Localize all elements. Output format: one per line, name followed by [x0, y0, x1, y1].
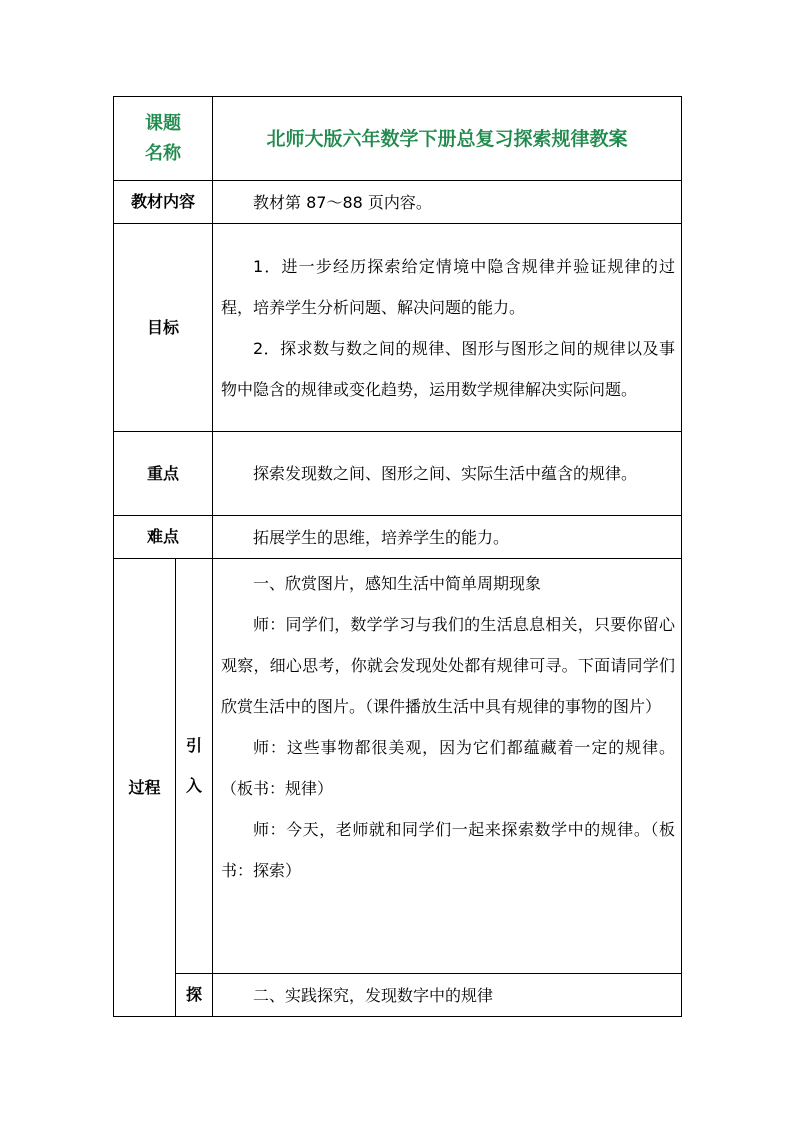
materials-text: 教材第 87～88 页内容。: [253, 192, 432, 212]
goals-label: 目标: [114, 224, 213, 432]
intro-content: [213, 559, 682, 974]
key-point-text: 探索发现数之间、图形之间、实际生活中蕴含的规律。: [253, 464, 638, 483]
difficulty-content: [213, 516, 682, 559]
process-explore-row: [114, 974, 682, 1017]
title-label-line1: 课题: [145, 112, 181, 134]
intro-paragraph: 师：这些事物都很美观，因为它们都蕴藏着一定的规律。（板书：规律）: [221, 738, 675, 798]
explore-content: [213, 974, 682, 1017]
goals-row: [114, 224, 682, 432]
key-point-content: [213, 432, 682, 516]
intro-paragraph: 师：今天，老师就和同学们一起来探索数学中的规律。（板书：探索）: [221, 820, 675, 880]
intro-label-line2: 入: [185, 776, 202, 795]
key-point-row: [114, 432, 682, 516]
materials-row: [114, 181, 682, 224]
intro-paragraph: 师：同学们，数学学习与我们的生活息息相关，只要你留心观察，细心思考，你就会发现处处都有规律可寻。下面请同学们欣赏生活中的图片。（课件播放生活中具有规律的事物的图片）: [221, 615, 675, 716]
materials-content: [213, 181, 682, 224]
lesson-plan-table: [113, 96, 682, 1017]
difficulty-label: 难点: [114, 516, 213, 559]
intro-label-line1: 引: [185, 736, 202, 755]
intro-label: [176, 559, 213, 974]
lesson-title: 北师大版六年数学下册总复习探索规律教案: [213, 97, 682, 181]
explore-paragraph: 二、实践探究，发现数字中的规律: [253, 985, 494, 1005]
goal-item: 1．进一步经历探索给定情境中隐含规律并验证规律的过程，培养学生分析问题、解决问题的能力。: [221, 256, 675, 317]
intro-paragraph: 一、欣赏图片，感知生活中简单周期现象: [253, 574, 542, 593]
process-label: 过程: [114, 559, 176, 1017]
materials-label: 教材内容: [114, 181, 213, 224]
explore-label: 探: [176, 974, 213, 1017]
process-intro-row: [114, 559, 682, 974]
title-row: [114, 97, 682, 181]
difficulty-text: 拓展学生的思维，培养学生的能力。: [253, 527, 510, 547]
title-label-line2: 名称: [145, 142, 181, 164]
difficulty-row: [114, 516, 682, 559]
goal-item: 2．探求数与数之间的规律、图形与图形之间的规律以及事物中隐含的规律或变化趋势，运用数学规律解决实际问题。: [221, 338, 675, 399]
goals-content: [213, 224, 682, 432]
key-point-label: 重点: [114, 432, 213, 516]
title-label-cell: [114, 97, 213, 181]
